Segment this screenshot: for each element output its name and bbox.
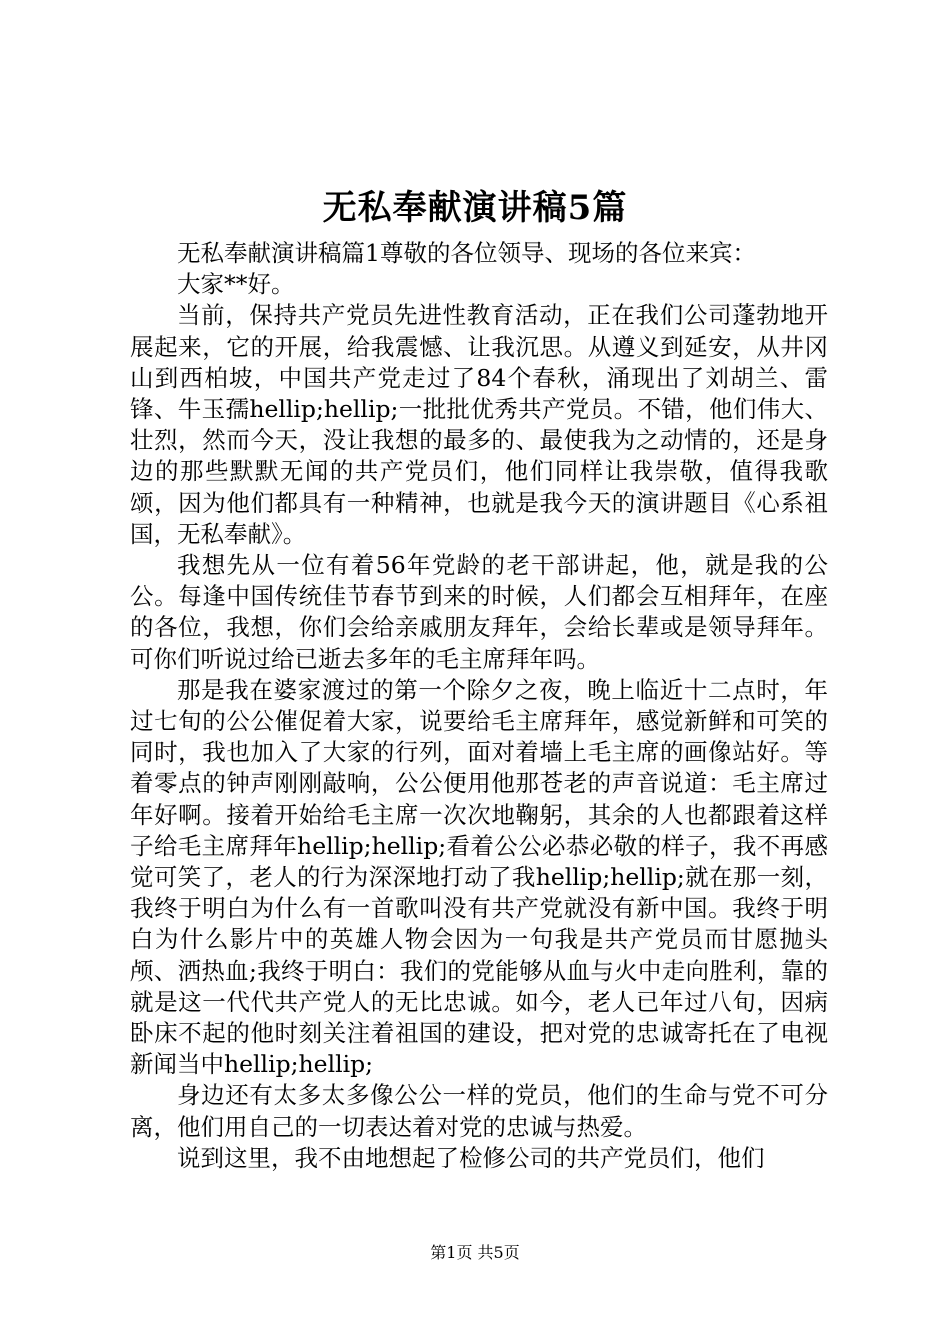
paragraph: 说到这里，我不由地想起了检修公司的共产党员们，他们 (177, 1143, 765, 1172)
document-title: 无私奉献演讲稿5篇 (322, 188, 628, 228)
page-footer: 第1页 共5页 (430, 1243, 520, 1262)
paragraph: 大家**好。 (177, 270, 295, 299)
document-body (130, 238, 828, 1174)
paragraph: 身边还有太多太多像公公一样的党员，他们的生命与党不可分离，他们用自己的一切表达着对党的忠诚与热爱。 (130, 1081, 828, 1141)
paragraph: 我想先从一位有着56年党龄的老干部讲起，他，就是我的公公。每逢中国传统佳节春节到来的时候，人们都会互相拜年，在座的各位，我想，你们会给亲戚朋友拜年，会给长辈或是领导拜年。可你们听说过给已逝去多年的毛主席拜年吗。 (130, 551, 828, 673)
paragraph: 无私奉献演讲稿篇1尊敬的各位领导、现场的各位来宾： (177, 239, 756, 267)
paragraph: 当前，保持共产党员先进性教育活动，正在我们公司蓬勃地开展起来，它的开展，给我震憾、让我沉思。从遵义到延安，从井冈山到西柏坡，中国共产党走过了84个春秋，涌现出了刘胡兰、雷锋、牛玉孺hellip;hellip;一批批优秀共产党员。不错，他们伟大、壮烈，然而今天，没让我想的最多的、最使我为之动情的，还是身边的那些默默无闻的共产党员们，他们同样让我崇敬，值得我歌颂，因为他们都具有一种精神，也就是我今天的演讲题目《心系祖国，无私奉献》。 (130, 301, 828, 548)
paragraph: 那是我在婆家渡过的第一个除夕之夜，晚上临近十二点时，年过七旬的公公催促着大家，说要给毛主席拜年，感觉新鲜和可笑的同时，我也加入了大家的行列，面对着墙上毛主席的画像站好。等着零点的钟声刚刚敲响，公公便用他那苍老的声音说道：毛主席过年好啊。接着开始给毛主席一次次地鞠躬，其余的人也都跟着这样子给毛主席拜年hellip;hellip;看着公公必恭必敬的样子，我不再感觉可笑了，老人的行为深深地打动了我hellip;hellip;就在那一刻，我终于明白为什么有一首歌叫没有共产党就没有新中国。我终于明白为什么影片中的英雄人物会因为一句我是共产党员而甘愿抛头颅、洒热血;我终于明白：我们的党能够从血与火中走向胜利，靠的就是这一代代共产党人的无比忠诚。如今，老人已年过八旬，因病卧床不起的他时刻关注着祖国的建设，把对党的忠诚寄托在了电视新闻当中hellip;hellip; (130, 675, 828, 1079)
